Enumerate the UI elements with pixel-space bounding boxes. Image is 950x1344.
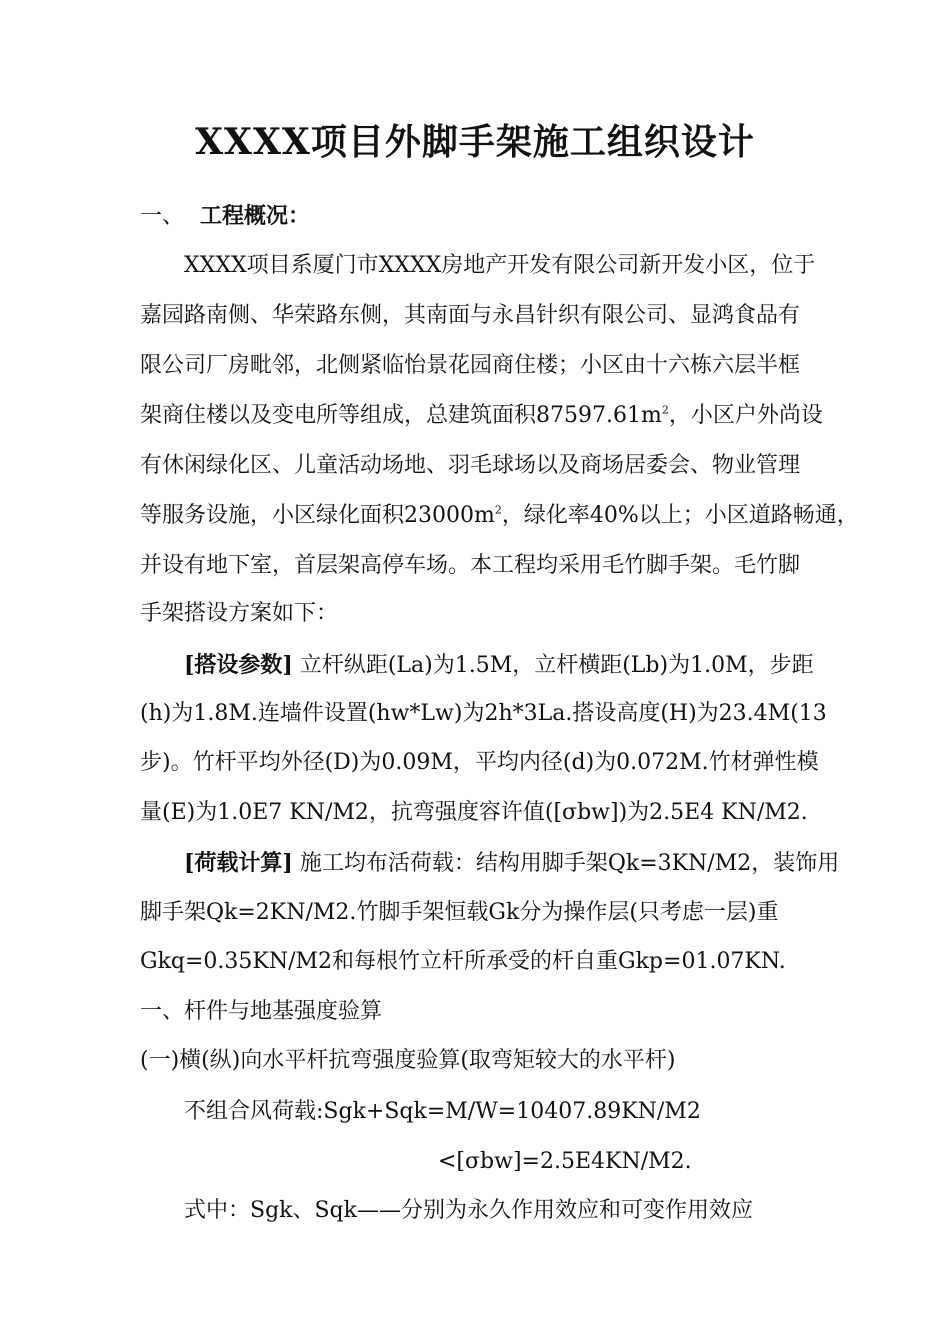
- loads-label: [荷载计算]: [184, 850, 293, 876]
- paragraph-line: Gkq=0.35KN/M2和每根竹立杆所承受的杆自重Gkp=01.07KN.: [140, 949, 786, 974]
- text-segment: ，小区户外尚设: [668, 403, 823, 428]
- formula-line: 式中：Sgk、Sqk——分别为永久作用效应和可变作用效应: [184, 1198, 753, 1223]
- subsection-heading: (一)横(纵)向水平杆抗弯强度验算(取弯矩较大的水平杆): [140, 1048, 676, 1073]
- formula-line: <[σbw]=2.5E4KN/M2.: [438, 1149, 692, 1174]
- superscript: 2: [494, 503, 502, 517]
- paragraph-line: 限公司厂房毗邻，北侧紧临怡景花园商住楼；小区由十六栋六层半框: [140, 353, 801, 378]
- paragraph-line: 手架搭设方案如下：: [140, 601, 339, 626]
- section-number: 一、: [140, 204, 185, 229]
- text-segment: 立杆纵距(La)为1.5M，立杆横距(Lb)为1.0M，步距: [292, 653, 814, 678]
- section-heading: [140, 201, 830, 232]
- superscript: 2: [661, 403, 669, 417]
- paragraph-line: [184, 848, 874, 879]
- paragraph-line: 嘉园路南侧、华荣路东侧，其南面与永昌针织有限公司、显鸿食品有: [140, 303, 801, 328]
- paragraph-line: 量(E)为1.0E7 KN/M2，抗弯强度容许值([σbw])为2.5E4 KN/M2.: [140, 800, 808, 825]
- paragraph-line: [184, 650, 874, 681]
- formula-line: 不组合风荷载:Sgk+Sqk=M/W=10407.89KN/M2: [184, 1099, 701, 1124]
- text-segment: ，绿化率40%以上；小区道路畅通，: [501, 503, 859, 528]
- paragraph-line: (h)为1.8M.连墙件设置(hw*Lw)为2h*3La.搭设高度(H)为23.4M(13: [140, 701, 827, 726]
- document-title: XXXX项目外脚手架施工组织设计: [195, 121, 755, 163]
- section-heading-text: 工程概况：: [200, 203, 311, 229]
- paragraph-line: [140, 501, 859, 531]
- paragraph-line: [140, 401, 830, 431]
- section-heading-2: 一、杆件与地基强度验算: [140, 999, 383, 1024]
- params-label: [搭设参数]: [184, 652, 293, 678]
- text-segment: 施工均布活荷载：结构用脚手架Qk=3KN/M2，装饰用: [292, 851, 840, 876]
- paragraph-line: 并设有地下室，首层架高停车场。本工程均采用毛竹脚手架。毛竹脚: [140, 553, 801, 578]
- paragraph-line: 步)。竹杆平均外径(D)为0.09M，平均内径(d)为0.072M.竹材弹性模: [140, 750, 819, 775]
- text-segment: 等服务设施，小区绿化面积23000m: [140, 503, 495, 528]
- paragraph-line: 有休闲绿化区、儿童活动场地、羽毛球场以及商场居委会、物业管理: [140, 453, 801, 478]
- text-segment: 架商住楼以及变电所等组成，总建筑面积87597.61m: [140, 403, 662, 428]
- paragraph-line: 脚手架Qk=2KN/M2.竹脚手架恒载Gk分为操作层(只考虑一层)重: [140, 900, 779, 925]
- paragraph-line: XXXX项目系厦门市XXXX房地产开发有限公司新开发小区，位于: [184, 253, 816, 278]
